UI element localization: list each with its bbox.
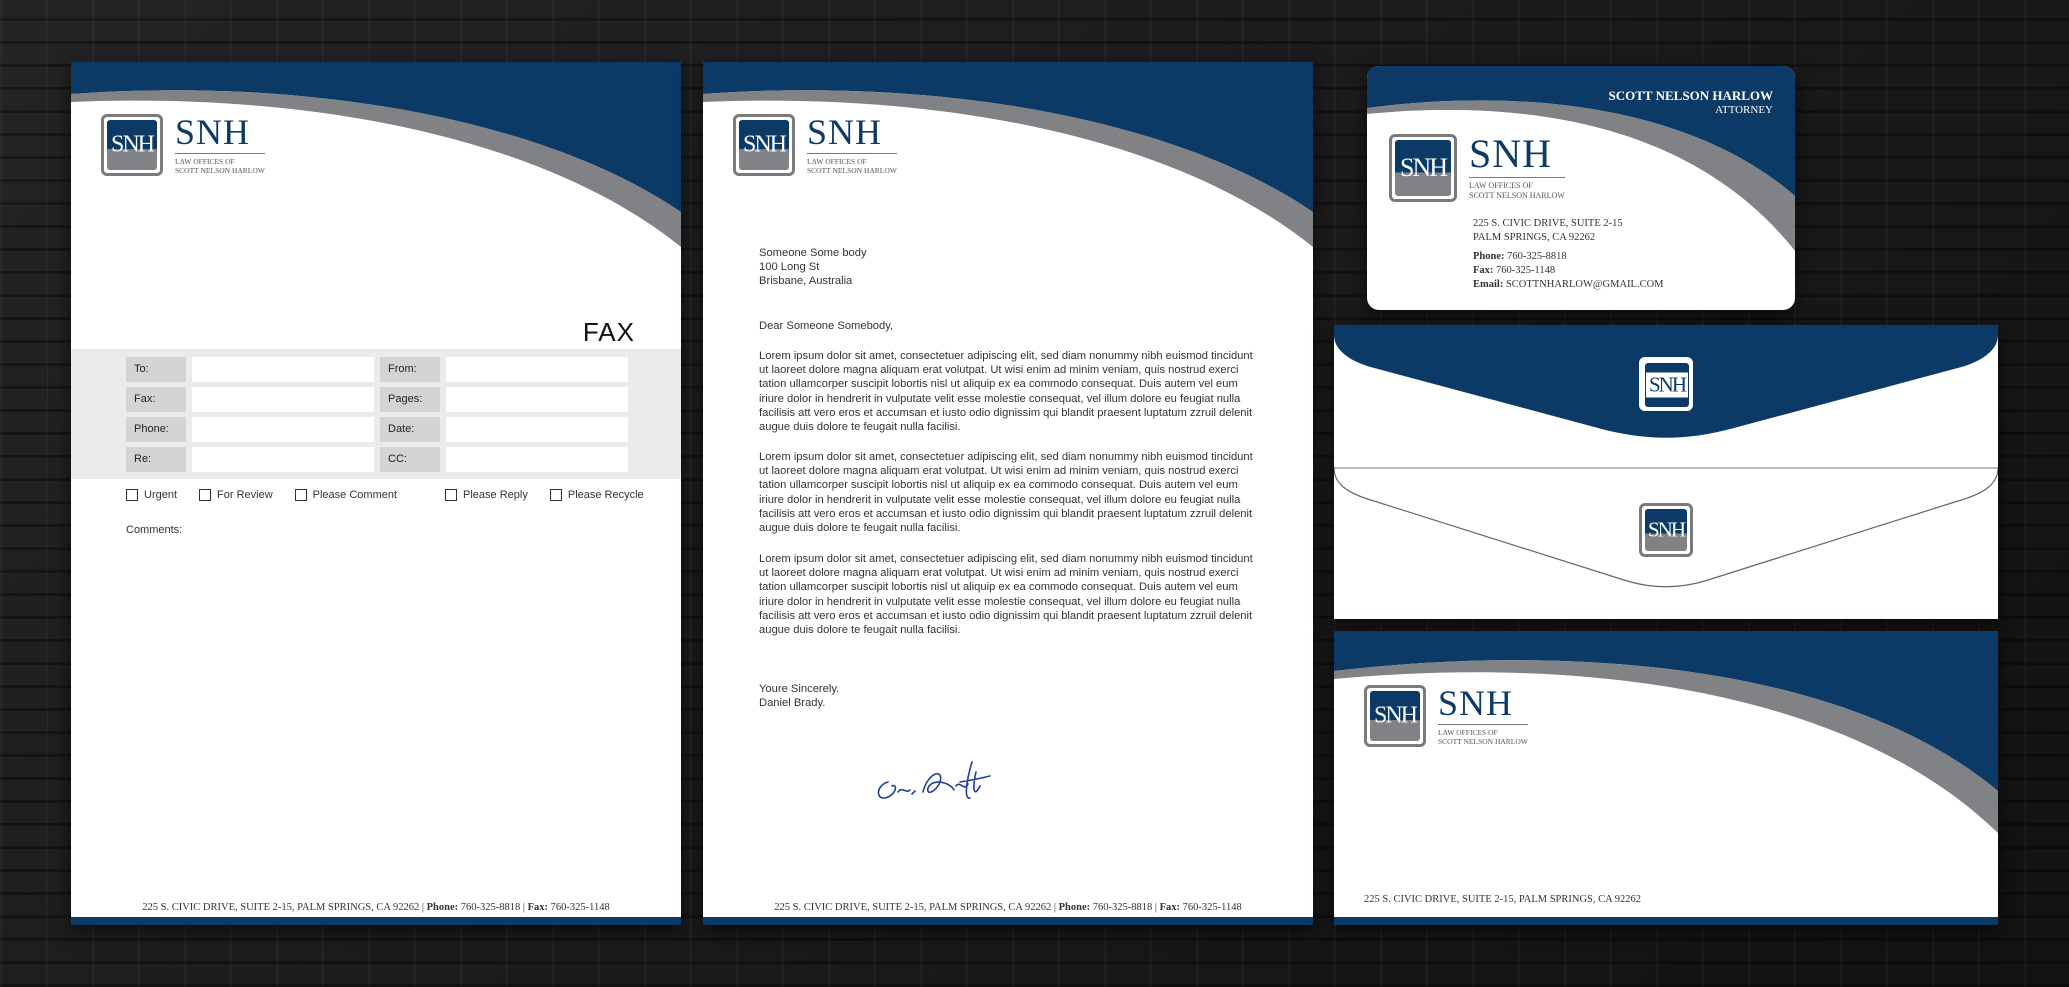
snh-monogram-icon: SNH bbox=[101, 114, 163, 176]
checkbox-please-reply[interactable]: Please Reply bbox=[445, 489, 528, 501]
envelope-return-address: 225 S. CIVIC DRIVE, SUITE 2-15, PALM SPRINGS, CA 92262 bbox=[1364, 894, 1642, 905]
fax-from-field[interactable] bbox=[446, 357, 628, 382]
fax-label-pages: Pages: bbox=[380, 387, 440, 412]
fax-fields-band bbox=[71, 349, 681, 479]
logo bbox=[1389, 131, 1565, 202]
letterhead-sheet bbox=[703, 62, 1313, 925]
paragraph-1: Lorem ipsum dolor sit amet, consectetuer adipiscing elit, sed diam nonummy nibh euismod tincidunt ut laoreet dolore magna aliquam erat volutpat. Ut wisi enim ad minim veniam, quis nostrud exerci tation ullamcorper suscipit lobortis nisl ut aliquip ex ea commodo consequat. Duis autem vel eum iriure dolor in hendrerit in vulputate velit esse molestie consequat, vel illum dolore eu feugiat nulla facilisis att vero eros et accumsan et iusto odio dignissim qui blandit praesent luptatum zzruil delenit augue duis dolore te feugait nulla facilisi. bbox=[759, 350, 1253, 434]
checkbox-for-review[interactable]: For Review bbox=[199, 489, 273, 501]
logo-wordmark: SNH bbox=[175, 112, 251, 152]
logo-tagline-1: LAW OFFICES OF bbox=[1438, 728, 1498, 737]
card-name: SCOTT NELSON HARLOW bbox=[1608, 88, 1773, 103]
fax-date-field[interactable] bbox=[446, 417, 628, 442]
footer-bar bbox=[71, 917, 681, 925]
paragraph-2: Lorem ipsum dolor sit amet, consectetuer adipiscing elit, sed diam nonummy nibh euismod tincidunt ut laoreet dolore magna aliquam erat volutpat. Ut wisi enim ad minim veniam, quis nostrud exerci tation ullamcorper suscipit lobortis nisl ut aliquip ex ea commodo consequat. Duis autem vel eum iriure dolor in hendrerit in vulputate velit esse molestie consequat, vel illum dolore eu feugiat nulla facilisis att vero eros et accumsan et iusto odio dignissim qui blandit praesent luptatum zzruil delenit augue duis dolore te feugait nulla facilisi. bbox=[759, 451, 1253, 535]
signature-icon bbox=[868, 742, 998, 812]
fax-phone-field[interactable] bbox=[192, 417, 374, 442]
checkbox-please-comment[interactable]: Please Comment bbox=[295, 489, 397, 501]
logo-wordmark: SNH bbox=[1469, 131, 1553, 176]
checkbox-icon bbox=[199, 489, 211, 501]
header-swoosh bbox=[1334, 631, 1998, 925]
envelope-front bbox=[1334, 631, 1998, 925]
logo bbox=[1364, 685, 1528, 747]
footer-bar bbox=[703, 917, 1313, 925]
fax-label-cc: CC: bbox=[380, 447, 440, 472]
fax-cc-field[interactable] bbox=[446, 447, 628, 472]
logo-tagline-2: SCOTT NELSON HARLOW bbox=[1469, 191, 1565, 200]
fax-label-phone: Phone: bbox=[126, 417, 186, 442]
snh-monogram-icon: SNH bbox=[1364, 685, 1426, 747]
checkbox-icon bbox=[445, 489, 457, 501]
comments-label: Comments: bbox=[126, 524, 183, 536]
checkbox-icon bbox=[126, 489, 138, 501]
fax-fax-field[interactable] bbox=[192, 387, 374, 412]
logo-wordmark: SNH bbox=[1438, 683, 1514, 723]
fax-pages-field[interactable] bbox=[446, 387, 628, 412]
checkbox-icon bbox=[295, 489, 307, 501]
logo-tagline-2: SCOTT NELSON HARLOW bbox=[1438, 737, 1528, 747]
letter-footer: 225 S. CIVIC DRIVE, SUITE 2-15, PALM SPRINGS, CA 92262 | Phone: 760-325-8818 | Fax: 760-325-1148 bbox=[774, 902, 1242, 913]
fax-label-fax: Fax: bbox=[126, 387, 186, 412]
fax-re-field[interactable] bbox=[192, 447, 374, 472]
checkbox-urgent[interactable]: Urgent bbox=[126, 489, 177, 501]
salutation: Dear Someone Somebody, bbox=[759, 320, 894, 332]
footer-bar bbox=[1334, 917, 1998, 925]
fax-label-from: From: bbox=[380, 357, 440, 382]
fax-to-field[interactable] bbox=[192, 357, 374, 382]
envelope-back bbox=[1334, 325, 1998, 619]
paragraph-3: Lorem ipsum dolor sit amet, consectetuer adipiscing elit, sed diam nonummy nibh euismod tincidunt ut laoreet dolore magna aliquam erat volutpat. Ut wisi enim ad minim veniam, quis nostrud exerci tation ullamcorper suscipit lobortis nisl ut aliquip ex ea commodo consequat. Duis autem vel eum iriure dolor in hendrerit in vulputate velit esse molestie consequat, vel illum dolore eu feugiat nulla facilisis att vero eros et accumsan et iusto odio dignissim qui blandit praesent luptatum zzruil delenit augue duis dolore te feugait nulla facilisi. bbox=[759, 553, 1253, 637]
logo-tagline-2: SCOTT NELSON HARLOW bbox=[175, 166, 265, 176]
checkbox-please-recycle[interactable]: Please Recycle bbox=[550, 489, 644, 501]
recipient-address: Someone Some body 100 Long St Brisbane, Australia bbox=[759, 247, 867, 288]
card-contact-info: 225 S. CIVIC DRIVE, SUITE 2-15 PALM SPRINGS, CA 92262 Phone: 760-325-8818 Fax: 760-325-1148 Email: SCOTTNHARLOW@GMAIL.COM bbox=[1473, 218, 1664, 290]
logo-tagline-1: LAW OFFICES OF bbox=[807, 157, 867, 166]
fax-checkbox-row bbox=[126, 489, 666, 501]
logo-tagline-1: LAW OFFICES OF bbox=[1469, 181, 1533, 190]
card-title: ATTORNEY bbox=[1715, 104, 1773, 116]
logo-wordmark: SNH bbox=[807, 112, 883, 152]
fax-label-to: To: bbox=[126, 357, 186, 382]
logo-tagline-1: LAW OFFICES OF bbox=[175, 157, 235, 166]
closing: Youre Sincerely. Daniel Brady. bbox=[759, 683, 840, 710]
logo-tagline-2: SCOTT NELSON HARLOW bbox=[807, 166, 897, 176]
logo bbox=[733, 114, 897, 176]
fax-footer: 225 S. CIVIC DRIVE, SUITE 2-15, PALM SPRINGS, CA 92262 | Phone: 760-325-8818 | Fax: 760-325-1148 bbox=[142, 902, 610, 913]
checkbox-icon bbox=[550, 489, 562, 501]
business-card bbox=[1367, 66, 1795, 310]
fax-label-date: Date: bbox=[380, 417, 440, 442]
snh-monogram-icon: SNH bbox=[1639, 503, 1693, 557]
fax-title: FAX bbox=[582, 317, 635, 347]
logo bbox=[101, 114, 265, 176]
fax-label-re: Re: bbox=[126, 447, 186, 472]
snh-monogram-icon: SNH bbox=[1639, 357, 1693, 411]
snh-monogram-icon: SNH bbox=[733, 114, 795, 176]
snh-monogram-icon: SNH bbox=[1389, 134, 1457, 202]
fax-sheet bbox=[71, 62, 681, 925]
